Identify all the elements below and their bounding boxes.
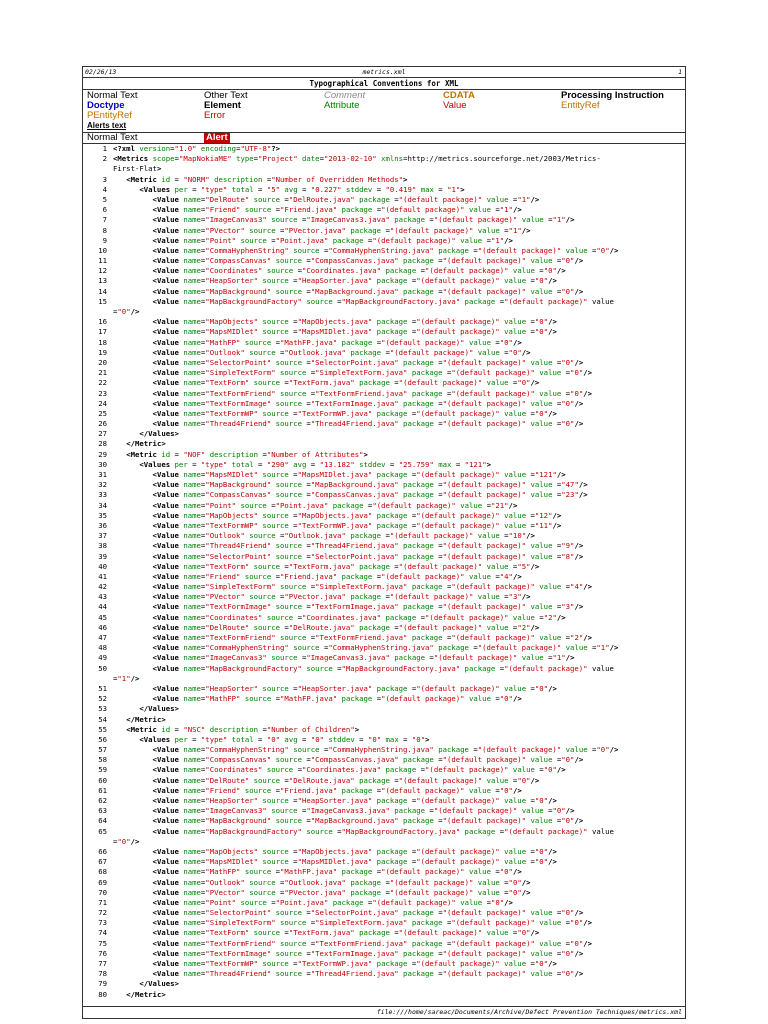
code-line — [83, 215, 685, 225]
line-number: 51 — [98, 683, 107, 693]
code-line — [83, 582, 685, 592]
line-text: <Value name="Outlook" source ="Outlook.java" package ="(default package)" value ="0"/> — [152, 347, 531, 357]
line-text: <Value name="TextFormWP" source ="TextFormWP.java" package ="(default package)" value ="0"/> — [152, 408, 557, 418]
line-number: 10 — [98, 245, 107, 255]
line-number: 44 — [98, 602, 107, 612]
code-line — [83, 154, 685, 164]
code-line — [83, 827, 685, 837]
line-text: <Value name="MapBackground" source ="MapBackground.java" package ="(default package)" value ="0"/> — [152, 816, 584, 826]
line-number: 72 — [98, 908, 107, 918]
code-line — [83, 806, 685, 816]
line-number: 4 — [102, 184, 107, 194]
line-number: 57 — [98, 745, 107, 755]
line-number: 30 — [98, 459, 107, 469]
line-text: <Value name="Outlook" source ="Outlook.java" package ="(default package)" value ="10"/> — [152, 531, 535, 541]
legend-alerts-text: Alerts text — [87, 121, 127, 130]
line-text: <Value name="MapBackgroundFactory" source ="MapBackgroundFactory.java" package ="(default package)" value — [152, 826, 614, 836]
line-text: <Value name="TextFormFriend" source ="TextFormFriend.java" package ="(default package)" value ="2"/> — [152, 633, 593, 642]
line-text: <Value name="TextForm" source ="TextForm.java" package ="(default package)" value ="0"/> — [152, 928, 540, 938]
line-text: <Metric id = "NORM" description ="Number of Overridden Methods"> — [126, 174, 408, 184]
code-line — [83, 378, 685, 388]
line-text: <Value name="MapBackground" source ="MapBackground.java" package ="(default package)" value ="47"/> — [152, 480, 588, 490]
line-number: 69 — [98, 877, 107, 887]
code-line — [83, 175, 685, 185]
code-line — [83, 439, 685, 449]
printed-page — [82, 66, 686, 1019]
line-text: <Value name="SimpleTextForm" source ="SimpleTextForm.java" package ="(default package)" value ="0"/> — [152, 368, 593, 378]
code-line — [83, 164, 685, 174]
code-line — [83, 572, 685, 582]
line-number: 78 — [98, 969, 107, 979]
code-line — [83, 287, 685, 297]
code-line — [83, 511, 685, 521]
line-text: <Value name="SelectorPoint" source ="SelectorPoint.java" package ="(default package)" value ="0"/> — [152, 908, 584, 918]
line-number: 61 — [98, 785, 107, 795]
line-number: 23 — [98, 388, 107, 398]
line-number: 67 — [98, 857, 107, 867]
line-number: 37 — [98, 531, 107, 541]
code-line — [83, 602, 685, 612]
line-number: 14 — [98, 286, 107, 296]
legend-error: Error — [204, 110, 226, 121]
legend-cdata: CDATA — [443, 90, 475, 101]
line-number: 79 — [98, 979, 107, 989]
line-number: 18 — [98, 337, 107, 347]
line-number: 1 — [102, 144, 107, 153]
code-line — [83, 470, 685, 480]
code-line — [83, 918, 685, 928]
line-number: 62 — [98, 796, 107, 805]
line-number: 31 — [98, 470, 107, 479]
line-text: <Value name="MapObjects" source ="MapObjects.java" package ="(default package)" value ="12"/> — [152, 510, 562, 520]
code-line — [83, 694, 685, 704]
legend-normal-text-2: Normal Text — [87, 132, 138, 143]
code-line — [83, 633, 685, 643]
code-line — [83, 195, 685, 205]
code-line — [83, 429, 685, 439]
page-footer-path: file:///home/sareac/Documents/Archive/Defect Prevention Techniques/metrics.xml — [83, 1006, 685, 1018]
line-number: 58 — [98, 755, 107, 765]
code-line — [83, 256, 685, 266]
line-number: 9 — [102, 235, 107, 245]
legend-alert: Alert — [206, 132, 228, 143]
line-text: </Values> — [139, 429, 179, 439]
line-number: 19 — [98, 347, 107, 357]
code-line — [83, 990, 685, 1000]
line-number: 75 — [98, 938, 107, 948]
line-text: <Value name="DelRoute" source ="DelRoute.java" package ="(default package)" value ="1"/> — [152, 194, 540, 204]
code-line — [83, 460, 685, 470]
code-line — [83, 745, 685, 755]
code-line — [83, 562, 685, 572]
line-text: </Values> — [139, 704, 179, 714]
line-number: 24 — [98, 398, 107, 408]
header-filename: metrics.xml — [362, 68, 406, 76]
code-line — [83, 684, 685, 694]
code-line — [83, 205, 685, 215]
line-text: <Metric id = "NOF" description ="Number of Attributes"> — [126, 449, 368, 459]
legend-doctype: Doctype — [87, 100, 125, 111]
line-text: <Value name="SelectorPoint" source ="SelectorPoint.java" package ="(default package)" value ="8"/> — [152, 551, 584, 561]
line-text: <Value name="ImageCanvas3" source ="ImageCanvas3.java" package ="(default package)" value ="1"/> — [152, 653, 575, 663]
line-text: <Value name="SimpleTextForm" source ="SimpleTextForm.java" package ="(default package)" value ="4"/> — [152, 582, 593, 592]
legend-pentity-ref: PEntityRef — [87, 110, 132, 121]
line-number: 12 — [98, 266, 107, 276]
legend-processing-instruction: Processing Instruction — [561, 90, 664, 101]
line-text: ="0"/> — [113, 307, 140, 316]
header-date: 02/26/13 — [85, 68, 117, 76]
line-number: 46 — [98, 622, 107, 632]
line-text: </Metric> — [126, 989, 166, 999]
line-text: <Value name="SelectorPoint" source ="SelectorPoint.java" package ="(default package)" value ="0"/> — [152, 357, 584, 367]
line-number: 13 — [98, 276, 107, 286]
line-text: <Value name="Friend" source ="Friend.java" package ="(default package)" value ="4"/> — [152, 571, 522, 581]
line-number: 20 — [98, 357, 107, 367]
line-number: 27 — [98, 429, 107, 439]
line-text: <Value name="DelRoute" source ="DelRoute.java" package ="(default package)" value ="0"/> — [152, 775, 540, 785]
line-text: <Value name="Outlook" source ="Outlook.java" package ="(default package)" value ="0"/> — [152, 877, 531, 887]
line-number: 32 — [98, 480, 107, 490]
line-text: <Value name="TextFormImage" source ="TextFormImage.java" package ="(default package)" value ="0"/> — [152, 948, 584, 958]
code-listing — [83, 144, 685, 1006]
line-text: <Value name="Friend" source ="Friend.java" package ="(default package)" value ="0"/> — [152, 785, 522, 795]
line-number: 47 — [98, 633, 107, 642]
code-line — [83, 521, 685, 531]
line-text: <Value name="MapsMIDlet" source ="MapsMIDlet.java" package ="(default package)" value ="0"/> — [152, 327, 557, 337]
line-number: 52 — [98, 694, 107, 704]
line-number: 68 — [98, 867, 107, 877]
line-number: 33 — [98, 490, 107, 500]
code-line — [83, 338, 685, 348]
code-line — [83, 613, 685, 623]
code-line — [83, 704, 685, 714]
code-line — [83, 226, 685, 236]
line-number: 40 — [98, 561, 107, 571]
line-text: </Metric> — [126, 439, 166, 449]
line-text: <Value name="TextFormFriend" source ="TextFormFriend.java" package ="(default package)" value ="0"/> — [152, 388, 593, 398]
line-text: <Value name="DelRoute" source ="DelRoute.java" package ="(default package)" value ="2"/> — [152, 622, 540, 632]
legend-entity-ref: EntityRef — [561, 100, 600, 111]
line-text: <Value name="CommaHyphenString" source ="CommaHyphenString.java" package ="(default package)" value ="1"/> — [152, 643, 619, 653]
line-number: 2 — [102, 154, 107, 164]
line-text: <Value name="Point" source ="Point.java" package ="(default package)" value ="21"/> — [152, 500, 518, 510]
line-text: <Value name="Coordinates" source ="Coordinates.java" package ="(default package)" value ="0"/> — [152, 765, 566, 775]
page-header — [83, 67, 685, 78]
legend-element: Element — [204, 100, 241, 111]
legend-table — [83, 90, 685, 144]
line-text: <Value name="TextFormWP" source ="TextFormWP.java" package ="(default package)" value ="11"/> — [152, 520, 562, 530]
legend-attribute: Attribute — [324, 100, 360, 111]
line-text: <Value name="TextForm" source ="TextForm.java" package ="(default package)" value ="5"/> — [152, 561, 540, 571]
line-number: 53 — [98, 704, 107, 714]
code-line — [83, 867, 685, 877]
line-number: 41 — [98, 571, 107, 581]
line-text: <Value name="MapsMIDlet" source ="MapsMIDlet.java" package ="(default package)" value ="121"/> — [152, 470, 566, 479]
line-text: <Value name="PVector" source ="PVector.java" package ="(default package)" value ="0"/> — [152, 887, 531, 897]
line-text: <Value name="MathFP" source ="MathFP.java" package ="(default package)" value ="0"/> — [152, 867, 522, 877]
code-line — [83, 949, 685, 959]
code-line — [83, 969, 685, 979]
line-text: <Value name="Point" source ="Point.java" package ="(default package)" value ="0"/> — [152, 897, 513, 907]
code-line — [83, 552, 685, 562]
line-number: 25 — [98, 408, 107, 418]
line-number: 6 — [102, 205, 107, 215]
code-line — [83, 776, 685, 786]
line-text: <Value name="HeapSorter" source ="HeapSorter.java" package ="(default package)" value ="0"/> — [152, 683, 557, 693]
code-line — [83, 480, 685, 490]
line-text: <Value name="TextFormWP" source ="TextFormWP.java" package ="(default package)" value ="0"/> — [152, 959, 557, 968]
line-text: <Value name="HeapSorter" source ="HeapSorter.java" package ="(default package)" value ="0"/> — [152, 276, 557, 286]
line-number: 54 — [98, 714, 107, 724]
line-text: <Value name="CommaHyphenString" source ="CommaHyphenString.java" package ="(default package)" value ="0"/> — [152, 745, 619, 755]
legend-alert-row — [83, 132, 685, 144]
line-number: 45 — [98, 612, 107, 622]
line-number: 5 — [102, 194, 107, 204]
line-number: 38 — [98, 541, 107, 551]
line-text: <Value name="Coordinates" source ="Coordinates.java" package ="(default package)" value ="0"/> — [152, 266, 566, 276]
code-line — [83, 541, 685, 551]
code-line — [83, 399, 685, 409]
line-text: <Value name="TextForm" source ="TextForm.java" package ="(default package)" value ="0"/> — [152, 378, 540, 388]
line-number: 21 — [98, 368, 107, 378]
line-number: 80 — [98, 989, 107, 999]
code-line — [83, 419, 685, 429]
code-line — [83, 837, 685, 847]
line-number: 17 — [98, 327, 107, 337]
line-number: 28 — [98, 439, 107, 449]
code-line — [83, 450, 685, 460]
line-number: 60 — [98, 775, 107, 785]
line-text: <Value name="MapObjects" source ="MapObjects.java" package ="(default package)" value ="0"/> — [152, 317, 557, 327]
line-number: 76 — [98, 948, 107, 958]
line-number: 56 — [98, 734, 107, 744]
line-number: 71 — [98, 897, 107, 907]
line-text: <Value name="MathFP" source ="MathFP.java" package ="(default package)" value ="0"/> — [152, 694, 522, 704]
code-line — [83, 674, 685, 684]
line-text: <Value name="PVector" source ="PVector.java" package ="(default package)" value ="3"/> — [152, 592, 531, 602]
code-line — [83, 623, 685, 633]
line-text: <Values per = "type" total = "0" avg = "0" stddev = "0" max = "0"> — [139, 734, 430, 744]
line-number: 15 — [98, 296, 107, 306]
line-text: <?xml version="1.0" encoding="UTF-8"?> — [113, 144, 281, 153]
line-number: 7 — [102, 215, 107, 225]
code-line — [83, 908, 685, 918]
code-line — [83, 878, 685, 888]
line-number: 74 — [98, 928, 107, 938]
code-line — [83, 715, 685, 725]
code-line — [83, 297, 685, 307]
line-text: <Value name="MapBackgroundFactory" source ="MapBackgroundFactory.java" package ="(default package)" value — [152, 296, 614, 306]
code-line — [83, 979, 685, 989]
legend-other-text: Other Text — [204, 90, 248, 101]
line-text: <Values per = "type" total = "290" avg = "13.182" stddev = "25.759" max = "121"> — [139, 459, 491, 469]
line-text: <Values per = "type" total = "5" avg = "0.227" stddev = "0.419" max = "1"> — [139, 184, 465, 194]
header-page-number: 1 — [678, 68, 682, 76]
code-line — [83, 928, 685, 938]
code-line — [83, 765, 685, 775]
line-number: 64 — [98, 816, 107, 826]
line-number: 77 — [98, 959, 107, 968]
code-line — [83, 847, 685, 857]
code-line — [83, 664, 685, 674]
line-number: 3 — [102, 174, 107, 184]
line-text: ="1"/> — [113, 673, 140, 683]
line-text: <Value name="Friend" source ="Friend.java" package ="(default package)" value ="1"/> — [152, 205, 522, 215]
line-number: 49 — [98, 653, 107, 663]
code-line — [83, 358, 685, 368]
code-line — [83, 501, 685, 511]
line-number: 59 — [98, 765, 107, 775]
line-number: 66 — [98, 846, 107, 856]
line-text: <Value name="MathFP" source ="MathFP.java" package ="(default package)" value ="0"/> — [152, 337, 522, 347]
code-line — [83, 246, 685, 256]
legend-normal-text: Normal Text — [87, 90, 138, 101]
line-text: <Value name="Point" source ="Point.java" package ="(default package)" value ="1"/> — [152, 235, 513, 245]
line-text: First-Flat> — [113, 164, 162, 174]
code-line — [83, 898, 685, 908]
line-text: <Value name="MapObjects" source ="MapObjects.java" package ="(default package)" value ="0"/> — [152, 846, 557, 856]
line-number: 70 — [98, 887, 107, 897]
code-line — [83, 236, 685, 246]
code-line — [83, 755, 685, 765]
line-text: ="0"/> — [113, 836, 140, 846]
code-line — [83, 368, 685, 378]
line-text: <Value name="ImageCanvas3" source ="ImageCanvas3.java" package ="(default package)" value ="0"/> — [152, 806, 575, 816]
code-line — [83, 653, 685, 663]
code-line — [83, 327, 685, 337]
code-line — [83, 643, 685, 653]
code-line — [83, 786, 685, 796]
code-line — [83, 592, 685, 602]
line-text: <Value name="MapBackground" source ="MapBackground.java" package ="(default package)" value ="0"/> — [152, 286, 584, 296]
code-line — [83, 317, 685, 327]
line-text: <Value name="CommaHyphenString" source ="CommaHyphenString.java" package ="(default package)" value ="0"/> — [152, 245, 619, 255]
line-number: 26 — [98, 419, 107, 429]
legend-value: Value — [443, 100, 467, 111]
line-number: 55 — [98, 724, 107, 734]
code-line — [83, 796, 685, 806]
line-text: <Value name="CompassCanvas" source ="CompassCanvas.java" package ="(default package)" value ="0"/> — [152, 256, 584, 266]
line-number: 39 — [98, 551, 107, 561]
line-text: <Metrics scope="MapNokiaME" type="Project" date="2013-02-10" xmlns=http://metrics.sourceforge.net/2003/Metrics- — [113, 154, 601, 164]
line-text: <Value name="Thread4Friend" source ="Thread4Friend.java" package ="(default package)" value ="0"/> — [152, 419, 584, 429]
code-line — [83, 888, 685, 898]
line-number: 35 — [98, 510, 107, 520]
line-text: <Value name="MapsMIDlet" source ="MapsMIDlet.java" package ="(default package)" value ="0"/> — [152, 857, 557, 867]
code-line — [83, 185, 685, 195]
code-line — [83, 735, 685, 745]
line-number: 36 — [98, 520, 107, 530]
code-line — [83, 409, 685, 419]
line-text: <Value name="TextFormImage" source ="TextFormImage.java" package ="(default package)" value ="3"/> — [152, 602, 584, 612]
code-line — [83, 307, 685, 317]
line-text: <Value name="PVector" source ="PVector.java" package ="(default package)" value ="1"/> — [152, 225, 531, 235]
code-line — [83, 959, 685, 969]
line-number: 34 — [98, 500, 107, 510]
line-text: <Metric id = "NSC" description ="Number of Children"> — [126, 724, 360, 734]
line-number: 42 — [98, 582, 107, 592]
line-number: 22 — [98, 378, 107, 388]
line-number: 29 — [98, 449, 107, 459]
line-text: </Values> — [139, 979, 179, 989]
code-line — [83, 939, 685, 949]
line-number: 16 — [98, 317, 107, 327]
code-line — [83, 276, 685, 286]
line-text: <Value name="CompassCanvas" source ="CompassCanvas.java" package ="(default package)" value ="0"/> — [152, 755, 584, 765]
line-text: <Value name="Coordinates" source ="Coordinates.java" package ="(default package)" value ="2"/> — [152, 612, 566, 622]
line-text: <Value name="TextFormFriend" source ="TextFormFriend.java" package ="(default package)" value ="0"/> — [152, 938, 593, 948]
line-text: <Value name="SimpleTextForm" source ="SimpleTextForm.java" package ="(default package)" value ="0"/> — [152, 918, 593, 928]
line-text: <Value name="HeapSorter" source ="HeapSorter.java" package ="(default package)" value ="0"/> — [152, 796, 557, 805]
code-line — [83, 490, 685, 500]
line-number: 65 — [98, 826, 107, 836]
code-line — [83, 266, 685, 276]
code-line — [83, 816, 685, 826]
line-text: <Value name="Thread4Friend" source ="Thread4Friend.java" package ="(default package)" value ="0"/> — [152, 969, 584, 979]
legend-comment: Comment — [324, 90, 366, 101]
line-number: 11 — [98, 256, 107, 266]
line-text: <Value name="CompassCanvas" source ="CompassCanvas.java" package ="(default package)" value ="23"/> — [152, 490, 588, 500]
code-line — [83, 725, 685, 735]
line-number: 48 — [98, 643, 107, 653]
code-line — [83, 857, 685, 867]
line-text: <Value name="TextFormImage" source ="TextFormImage.java" package ="(default package)" value ="0"/> — [152, 398, 584, 408]
line-text: <Value name="Thread4Friend" source ="Thread4Friend.java" package ="(default package)" value ="9"/> — [152, 541, 584, 551]
code-line — [83, 389, 685, 399]
line-text: <Value name="MapBackgroundFactory" source ="MapBackgroundFactory.java" package ="(default package)" value — [152, 663, 614, 673]
line-text: <Value name="ImageCanvas3" source ="ImageCanvas3.java" package ="(default package)" value ="1"/> — [152, 215, 575, 225]
code-line — [83, 348, 685, 358]
code-line — [83, 144, 685, 154]
line-number: 73 — [98, 918, 107, 928]
line-number: 8 — [102, 225, 107, 235]
code-line — [83, 531, 685, 541]
line-number: 43 — [98, 592, 107, 602]
line-text: </Metric> — [126, 714, 166, 724]
line-number: 63 — [98, 806, 107, 816]
legend-title: Typographical Conventions for XML — [83, 78, 685, 90]
line-number: 50 — [98, 663, 107, 673]
